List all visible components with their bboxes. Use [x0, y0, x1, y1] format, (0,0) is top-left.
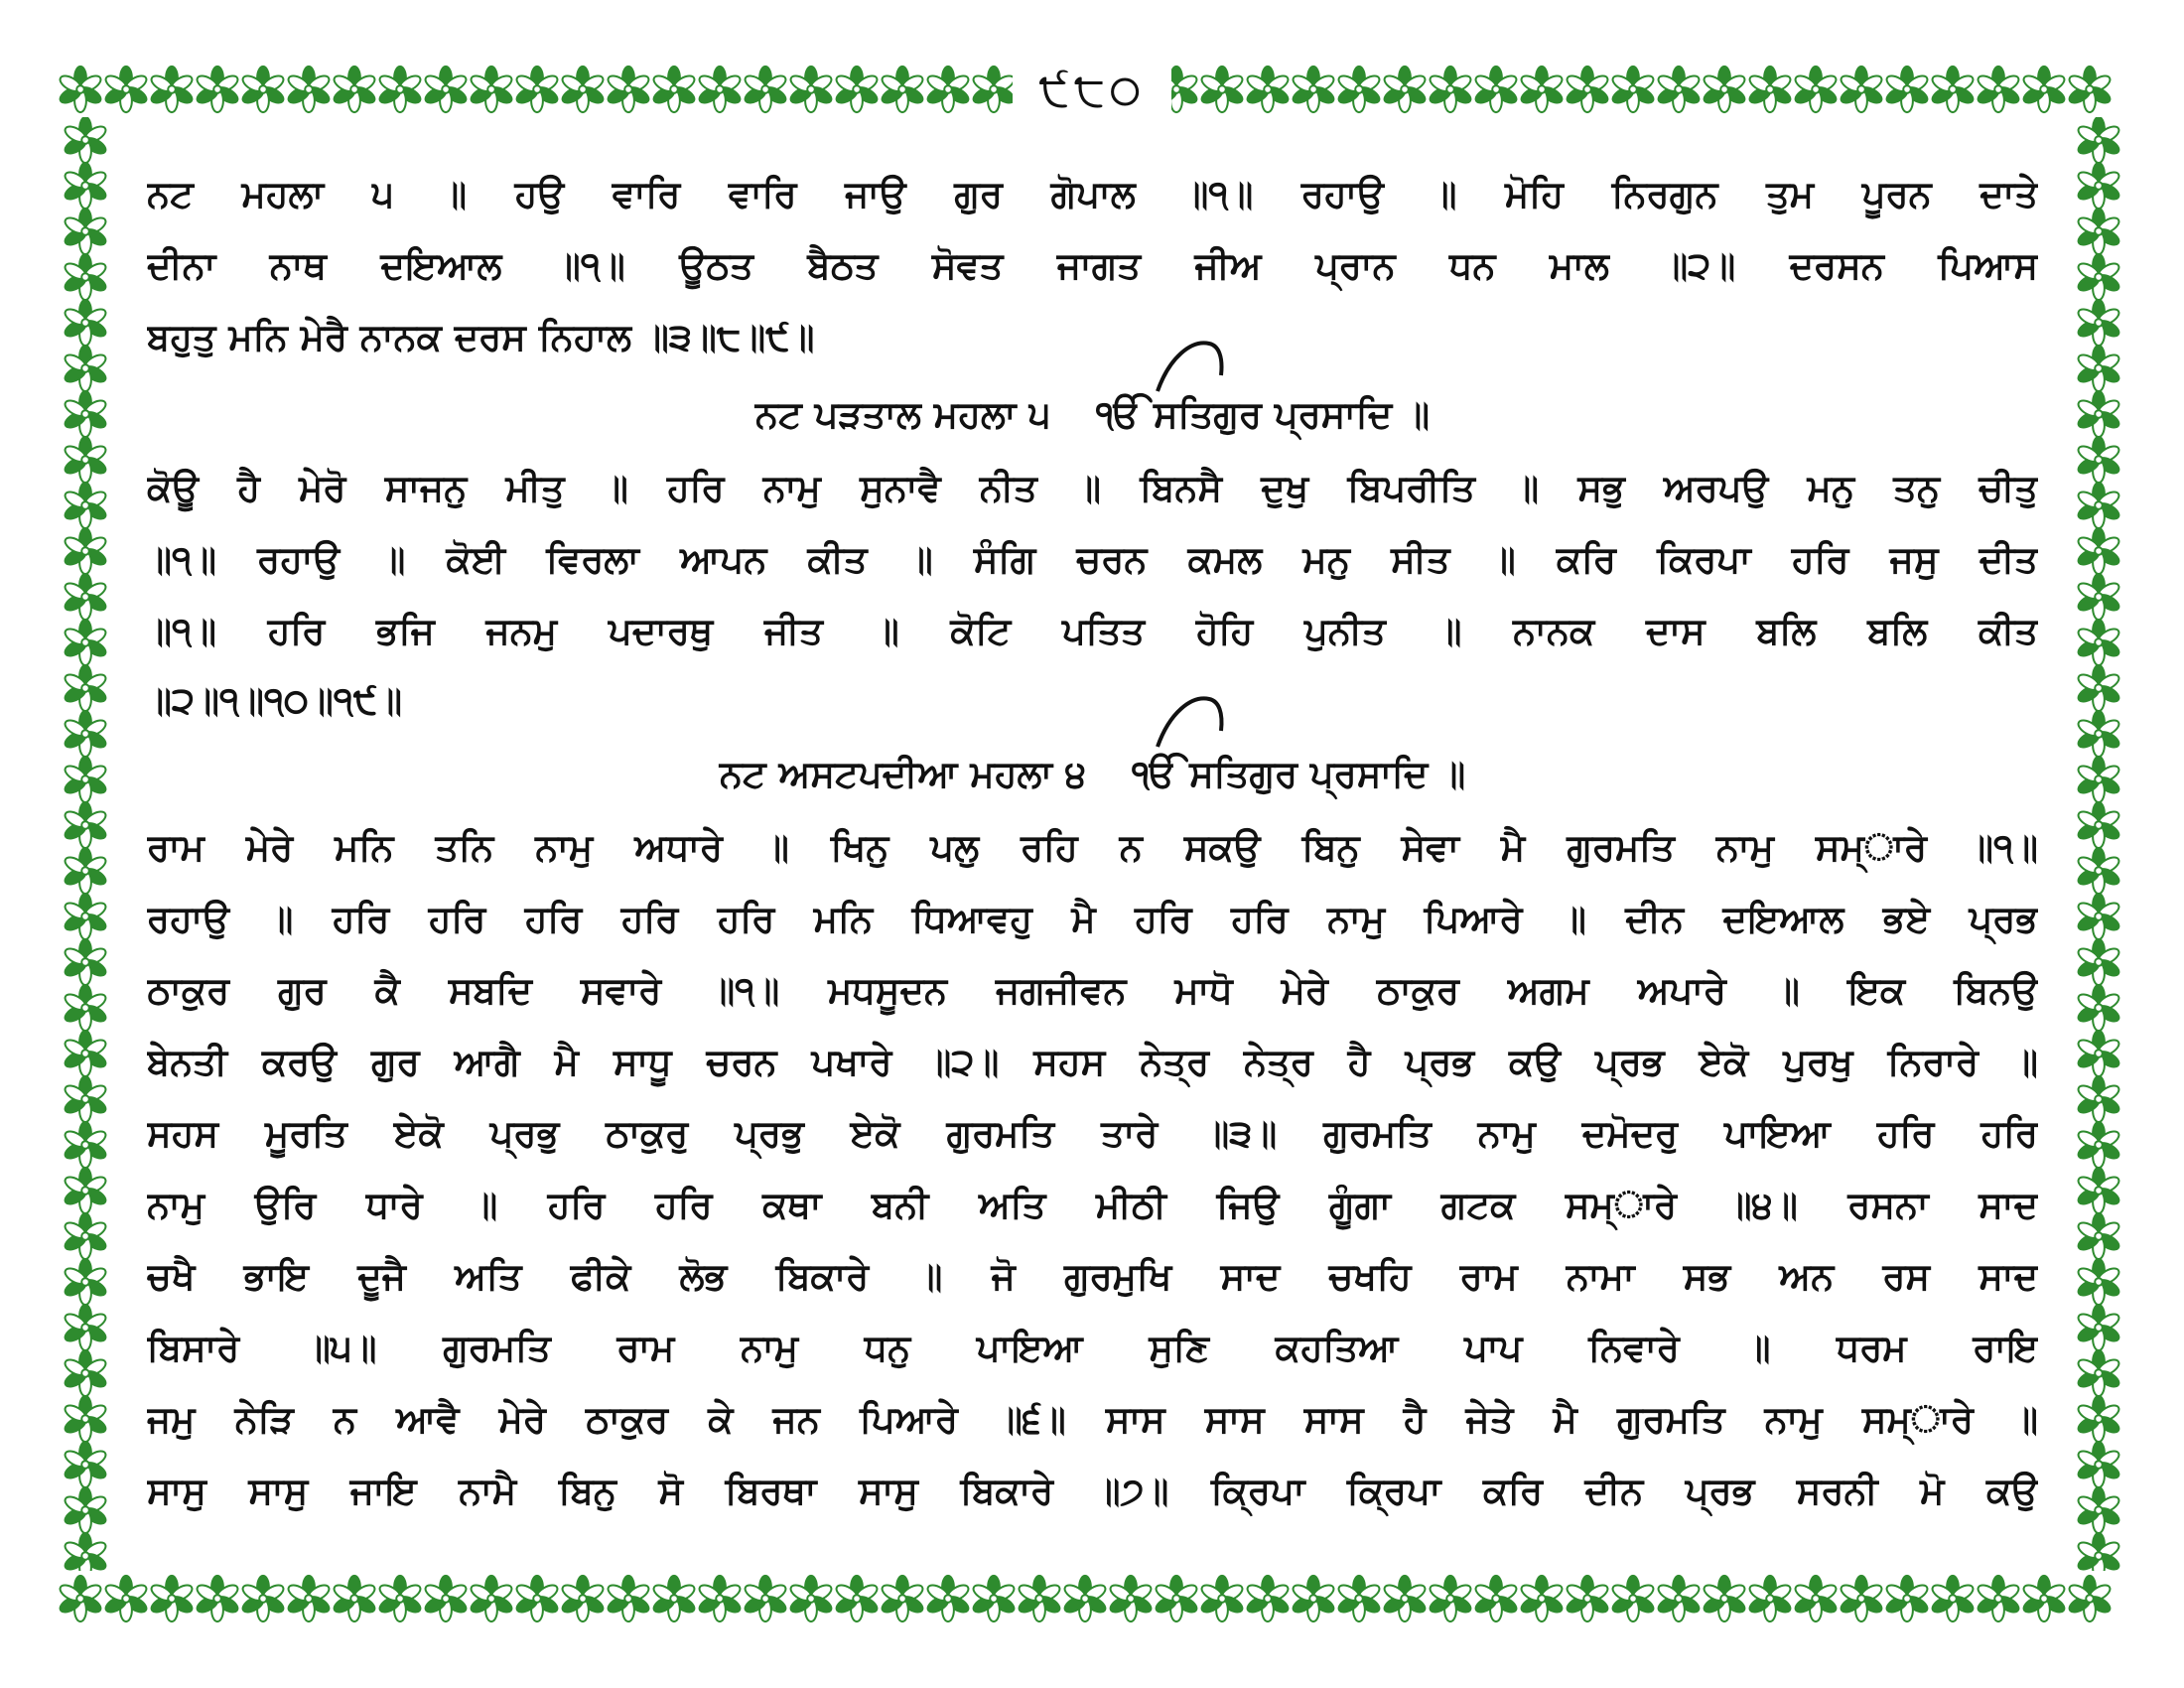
- flower-ornament-icon: [63, 848, 108, 894]
- flower-ornament-icon: [2076, 1396, 2121, 1442]
- flower-ornament-icon: [1565, 1576, 1610, 1621]
- flower-ornament-icon: [2076, 1487, 2121, 1533]
- flower-ornament-icon: [1519, 67, 1565, 112]
- flower-ornament-icon: [834, 1576, 880, 1621]
- flower-ornament-icon: [2076, 117, 2121, 163]
- flower-ornament-icon: [63, 574, 108, 620]
- flower-ornament-icon: [2076, 1031, 2121, 1076]
- flower-ornament-icon: [1291, 67, 1336, 112]
- text-line: ਰਾਮ ਮੇਰੇ ਮਨਿ ਤਨਿ ਨਾਮੁ ਅਧਾਰੇ ॥ ਖਿਨੁ ਪਲੁ ਰਹਿ ਨ ਸਕਉ ਬਿਨੁ ਸੇਵਾ ਮੈ ਗੁਰਮਤਿ ਨਾਮੁ ਸਮ੍ਾਰੇ ॥੧॥: [147, 826, 2038, 869]
- flower-ornament-icon: [788, 1576, 834, 1621]
- flower-ornament-icon: [63, 300, 108, 346]
- flower-ornament-icon: [1702, 1576, 1747, 1621]
- flower-ornament-icon: [2067, 67, 2113, 112]
- flower-ornament-icon: [63, 528, 108, 574]
- flower-ornament-icon: [1154, 1576, 1199, 1621]
- flower-ornament-icon: [2021, 67, 2067, 112]
- flower-ornament-icon: [1245, 67, 1291, 112]
- flower-ornament-icon: [63, 985, 108, 1031]
- text-line: ਦੀਨਾ ਨਾਥ ਦਇਆਲ ॥੧॥ ਊਠਤ ਬੈਠਤ ਸੋਵਤ ਜਾਗਤ ਜੀਅ ਪ੍ਰਾਨ ਧਨ ਮਾਲ ॥੨॥ ਦਰਸਨ ਪਿਆਸ: [147, 244, 2038, 287]
- flower-ornament-icon: [1428, 67, 1473, 112]
- flower-ornament-icon: [2076, 1213, 2121, 1259]
- flower-ornament-icon: [423, 67, 469, 112]
- flower-ornament-icon: [1017, 1576, 1062, 1621]
- floral-border-right: [2071, 117, 2126, 1571]
- flower-ornament-icon: [651, 67, 697, 112]
- flower-ornament-icon: [63, 391, 108, 437]
- text-line: ਬਿਸਾਰੇ ॥੫॥ ਗੁਰਮਤਿ ਰਾਮ ਨਾਮੁ ਧਨੁ ਪਾਇਆ ਸੁਣਿ ਕਹਤਿਆ ਪਾਪ ਨਿਵਾਰੇ ॥ ਧਰਮ ਰਾਇ: [147, 1327, 2038, 1369]
- flower-ornament-icon: [2076, 939, 2121, 985]
- flower-ornament-icon: [1930, 67, 1976, 112]
- flower-ornament-icon: [1610, 67, 1656, 112]
- flower-ornament-icon: [2076, 437, 2121, 483]
- flower-ornament-icon: [1199, 1576, 1245, 1621]
- flower-ornament-icon: [2076, 620, 2121, 665]
- flower-ornament-icon: [63, 711, 108, 757]
- flower-ornament-icon: [514, 1576, 560, 1621]
- flower-ornament-icon: [2076, 1168, 2121, 1213]
- flower-ornament-icon: [1336, 1576, 1382, 1621]
- text-line: ਜਮੁ ਨੇੜਿ ਨ ਆਵੈ ਮੇਰੇ ਠਾਕੁਰ ਕੇ ਜਨ ਪਿਆਰੇ ॥੬॥ ਸਾਸ ਸਾਸ ਸਾਸ ਹੈ ਜੇਤੇ ਮੈ ਗੁਰਮਤਿ ਨਾਮੁ ਸਮ੍ਾਰੇ ॥: [147, 1398, 2038, 1441]
- flower-ornament-icon: [469, 1576, 514, 1621]
- flower-ornament-icon: [925, 67, 971, 112]
- flower-ornament-icon: [1976, 67, 2021, 112]
- flower-ornament-icon: [63, 1487, 108, 1533]
- section-heading: [147, 387, 2038, 443]
- flower-ornament-icon: [63, 1031, 108, 1076]
- flower-ornament-icon: [971, 1576, 1017, 1621]
- flower-ornament-icon: [925, 1576, 971, 1621]
- onkar-arc-icon: [1152, 336, 1231, 395]
- flower-ornament-icon: [1382, 1576, 1428, 1621]
- flower-ornament-icon: [2076, 391, 2121, 437]
- onkar-arc-icon: [1152, 691, 1231, 751]
- floral-border-bottom: [58, 1571, 2126, 1626]
- flower-ornament-icon: [63, 894, 108, 939]
- flower-ornament-icon: [1656, 1576, 1702, 1621]
- page-number: ੯੮੦: [1038, 61, 1146, 117]
- flower-ornament-icon: [63, 1259, 108, 1305]
- invocation: ੴ ਸਤਿਗੁਰ ਪ੍ਰਸਾਦਿ ॥: [1132, 753, 1466, 795]
- flower-ornament-icon: [2076, 711, 2121, 757]
- text-line: ਠਾਕੁਰ ਗੁਰ ਕੈ ਸਬਦਿ ਸਵਾਰੇ ॥੧॥ ਮਧਸੂਦਨ ਜਗਜੀਵਨ ਮਾਧੋ ਮੇਰੇ ਠਾਕੁਰ ਅਗਮ ਅਪਾਰੇ ॥ ਇਕ ਬਿਨਉ: [147, 969, 2038, 1012]
- flower-ornament-icon: [1565, 67, 1610, 112]
- flower-ornament-icon: [1428, 1576, 1473, 1621]
- flower-ornament-icon: [2076, 254, 2121, 300]
- flower-ornament-icon: [2076, 757, 2121, 802]
- flower-ornament-icon: [2076, 483, 2121, 528]
- flower-ornament-icon: [2076, 1122, 2121, 1168]
- text-line: ਕੋਊ ਹੈ ਮੇਰੋ ਸਾਜਨੁ ਮੀਤੁ ॥ ਹਰਿ ਨਾਮੁ ਸੁਨਾਵੈ ਨੀਤ ॥ ਬਿਨਸੈ ਦੁਖੁ ਬਿਪਰੀਤਿ ॥ ਸਭੁ ਅਰਪਉ ਮਨੁ ਤਨੁ ਚੀਤੁ: [147, 467, 2038, 509]
- flower-ornament-icon: [63, 1122, 108, 1168]
- flower-ornament-icon: [63, 1076, 108, 1122]
- flower-ornament-icon: [743, 1576, 788, 1621]
- flower-ornament-icon: [2076, 1076, 2121, 1122]
- flower-ornament-icon: [1519, 1576, 1565, 1621]
- flower-ornament-icon: [63, 1213, 108, 1259]
- flower-ornament-icon: [2076, 163, 2121, 209]
- scripture-page: [147, 167, 2038, 1547]
- flower-ornament-icon: [971, 67, 1017, 112]
- flower-ornament-icon: [332, 1576, 377, 1621]
- flower-ornament-icon: [1108, 1576, 1154, 1621]
- flower-ornament-icon: [63, 1442, 108, 1487]
- flower-ornament-icon: [560, 1576, 606, 1621]
- flower-ornament-icon: [2076, 665, 2121, 711]
- flower-ornament-icon: [1976, 1576, 2021, 1621]
- flower-ornament-icon: [58, 1576, 103, 1621]
- flower-ornament-icon: [1062, 1576, 1108, 1621]
- flower-ornament-icon: [1702, 67, 1747, 112]
- flower-ornament-icon: [1199, 67, 1245, 112]
- flower-ornament-icon: [377, 1576, 423, 1621]
- flower-ornament-icon: [1793, 67, 1839, 112]
- flower-ornament-icon: [697, 67, 743, 112]
- flower-ornament-icon: [2076, 574, 2121, 620]
- flower-ornament-icon: [149, 1576, 195, 1621]
- flower-ornament-icon: [1747, 67, 1793, 112]
- flower-ornament-icon: [1610, 1576, 1656, 1621]
- section-title: ਨਟ ਪੜਤਾਲ ਮਹਲਾ ੫: [754, 393, 1051, 436]
- flower-ornament-icon: [1382, 67, 1428, 112]
- flower-ornament-icon: [2076, 894, 2121, 939]
- flower-ornament-icon: [697, 1576, 743, 1621]
- flower-ornament-icon: [149, 67, 195, 112]
- flower-ornament-icon: [240, 67, 286, 112]
- flower-ornament-icon: [63, 437, 108, 483]
- flower-ornament-icon: [880, 1576, 925, 1621]
- flower-ornament-icon: [2076, 209, 2121, 254]
- flower-ornament-icon: [286, 67, 332, 112]
- flower-ornament-icon: [2076, 528, 2121, 574]
- text-line: ਨਟ ਮਹਲਾ ੫ ॥ ਹਉ ਵਾਰਿ ਵਾਰਿ ਜਾਉ ਗੁਰ ਗੋਪਾਲ ॥੧॥ ਰਹਾਉ ॥ ਮੋਹਿ ਨਿਰਗੁਨ ਤੁਮ ਪੂਰਨ ਦਾਤੇ: [147, 173, 2038, 215]
- text-line: ਸਾਸੁ ਸਾਸੁ ਜਾਇ ਨਾਮੈ ਬਿਨੁ ਸੋ ਬਿਰਥਾ ਸਾਸੁ ਬਿਕਾਰੇ ॥੭॥ ਕ੍ਰਿਪਾ ਕ੍ਰਿਪਾ ਕਰਿ ਦੀਨ ਪ੍ਰਭ ਸਰਨੀ ਮੋ ਕਉ: [147, 1470, 2038, 1512]
- flower-ornament-icon: [2021, 1576, 2067, 1621]
- flower-ornament-icon: [63, 939, 108, 985]
- flower-ornament-icon: [2076, 802, 2121, 848]
- flower-ornament-icon: [1930, 1576, 1976, 1621]
- text-line: ਰਹਾਉ ॥ ਹਰਿ ਹਰਿ ਹਰਿ ਹਰਿ ਹਰਿ ਮਨਿ ਧਿਆਵਹੁ ਮੈ ਹਰਿ ਹਰਿ ਨਾਮੁ ਪਿਆਰੇ ॥ ਦੀਨ ਦਇਆਲ ਭਏ ਪ੍ਰਭ: [147, 898, 2038, 940]
- flower-ornament-icon: [377, 67, 423, 112]
- flower-ornament-icon: [63, 1396, 108, 1442]
- flower-ornament-icon: [63, 117, 108, 163]
- text-line: ਚਖੈ ਭਾਇ ਦੂਜੈ ਅਤਿ ਫੀਕੇ ਲੋਭ ਬਿਕਾਰੇ ॥ ਜੋ ਗੁਰਮੁਖਿ ਸਾਦ ਚਖਹਿ ਰਾਮ ਨਾਮਾ ਸਭ ਅਨ ਰਸ ਸਾਦ: [147, 1255, 2038, 1298]
- flower-ornament-icon: [1839, 1576, 1884, 1621]
- flower-ornament-icon: [63, 620, 108, 665]
- flower-ornament-icon: [1884, 67, 1930, 112]
- flower-ornament-icon: [2076, 1259, 2121, 1305]
- flower-ornament-icon: [332, 67, 377, 112]
- flower-ornament-icon: [103, 1576, 149, 1621]
- flower-ornament-icon: [63, 209, 108, 254]
- flower-ornament-icon: [743, 67, 788, 112]
- flower-ornament-icon: [560, 67, 606, 112]
- flower-ornament-icon: [63, 254, 108, 300]
- flower-ornament-icon: [423, 1576, 469, 1621]
- flower-ornament-icon: [2076, 346, 2121, 391]
- flower-ornament-icon: [63, 1168, 108, 1213]
- flower-ornament-icon: [788, 67, 834, 112]
- flower-ornament-icon: [240, 1576, 286, 1621]
- flower-ornament-icon: [651, 1576, 697, 1621]
- flower-ornament-icon: [2076, 985, 2121, 1031]
- text-line: ॥੧॥ ਹਰਿ ਭਜਿ ਜਨਮੁ ਪਦਾਰਥੁ ਜੀਤ ॥ ਕੋਟਿ ਪਤਿਤ ਹੋਹਿ ਪੁਨੀਤ ॥ ਨਾਨਕ ਦਾਸ ਬਲਿ ਬਲਿ ਕੀਤ: [147, 610, 2038, 652]
- text-line: ॥੧॥ ਰਹਾਉ ॥ ਕੋਈ ਵਿਰਲਾ ਆਪਨ ਕੀਤ ॥ ਸੰਗਿ ਚਰਨ ਕਮਲ ਮਨੁ ਸੀਤ ॥ ਕਰਿ ਕਿਰਪਾ ਹਰਿ ਜਸੁ ਦੀਤ: [147, 538, 2038, 581]
- flower-ornament-icon: [1884, 1576, 1930, 1621]
- page-number-container: [1013, 58, 1171, 121]
- invocation: ੴ ਸਤਿਗੁਰ ਪ੍ਰਸਾਦਿ ॥: [1096, 393, 1431, 436]
- flower-ornament-icon: [1656, 67, 1702, 112]
- text-line: ਨਾਮੁ ਉਰਿ ਧਾਰੇ ॥ ਹਰਿ ਹਰਿ ਕਥਾ ਬਨੀ ਅਤਿ ਮੀਠੀ ਜਿਉ ਗੂੰਗਾ ਗਟਕ ਸਮ੍ਾਰੇ ॥੪॥ ਰਸਨਾ ਸਾਦ: [147, 1184, 2038, 1226]
- flower-ornament-icon: [834, 67, 880, 112]
- flower-ornament-icon: [1793, 1576, 1839, 1621]
- section-heading: [147, 747, 2038, 802]
- text-line: ਸਹਸ ਮੂਰਤਿ ਏਕੋ ਪ੍ਰਭੁ ਠਾਕੁਰੁ ਪ੍ਰਭੁ ਏਕੋ ਗੁਰਮਤਿ ਤਾਰੇ ॥੩॥ ਗੁਰਮਤਿ ਨਾਮੁ ਦਮੋਦਰੁ ਪਾਇਆ ਹਰਿ ਹਰਿ: [147, 1112, 2038, 1155]
- flower-ornament-icon: [606, 67, 651, 112]
- flower-ornament-icon: [606, 1576, 651, 1621]
- flower-ornament-icon: [2076, 1305, 2121, 1350]
- flower-ornament-icon: [63, 1533, 108, 1571]
- flower-ornament-icon: [1473, 67, 1519, 112]
- flower-ornament-icon: [63, 665, 108, 711]
- flower-ornament-icon: [63, 1305, 108, 1350]
- flower-ornament-icon: [1839, 67, 1884, 112]
- text-line: ਬਹੁਤੁ ਮਨਿ ਮੇਰੈ ਨਾਨਕ ਦਰਸ ਨਿਹਾਲ ॥੩॥੮॥੯॥: [147, 316, 815, 358]
- flower-ornament-icon: [1336, 67, 1382, 112]
- flower-ornament-icon: [2067, 1576, 2113, 1621]
- section-title: ਨਟ ਅਸਟਪਦੀਆ ਮਹਲਾ ੪: [719, 753, 1087, 795]
- flower-ornament-icon: [63, 757, 108, 802]
- flower-ornament-icon: [58, 67, 103, 112]
- flower-ornament-icon: [63, 1350, 108, 1396]
- flower-ornament-icon: [63, 346, 108, 391]
- flower-ornament-icon: [2076, 1350, 2121, 1396]
- flower-ornament-icon: [2076, 300, 2121, 346]
- text-line: ਬੇਨਤੀ ਕਰਉ ਗੁਰ ਆਗੈ ਮੈ ਸਾਧੂ ਚਰਨ ਪਖਾਰੇ ॥੨॥ ਸਹਸ ਨੇਤ੍ਰ ਨੇਤ੍ਰ ਹੈ ਪ੍ਰਭ ਕਉ ਪ੍ਰਭ ਏਕੋ ਪੁਰਖੁ ਨਿਰਾਰੇ ॥: [147, 1041, 2038, 1083]
- flower-ornament-icon: [63, 163, 108, 209]
- flower-ornament-icon: [2076, 848, 2121, 894]
- flower-ornament-icon: [469, 67, 514, 112]
- flower-ornament-icon: [286, 1576, 332, 1621]
- flower-ornament-icon: [103, 67, 149, 112]
- flower-ornament-icon: [195, 67, 240, 112]
- flower-ornament-icon: [1291, 1576, 1336, 1621]
- flower-ornament-icon: [1245, 1576, 1291, 1621]
- flower-ornament-icon: [63, 483, 108, 528]
- text-line: ॥੨॥੧॥੧੦॥੧੯॥: [147, 679, 403, 722]
- flower-ornament-icon: [514, 67, 560, 112]
- flower-ornament-icon: [1473, 1576, 1519, 1621]
- floral-border-left: [58, 117, 113, 1571]
- flower-ornament-icon: [2076, 1442, 2121, 1487]
- flower-ornament-icon: [880, 67, 925, 112]
- flower-ornament-icon: [2076, 1533, 2121, 1571]
- flower-ornament-icon: [1747, 1576, 1793, 1621]
- flower-ornament-icon: [63, 802, 108, 848]
- flower-ornament-icon: [195, 1576, 240, 1621]
